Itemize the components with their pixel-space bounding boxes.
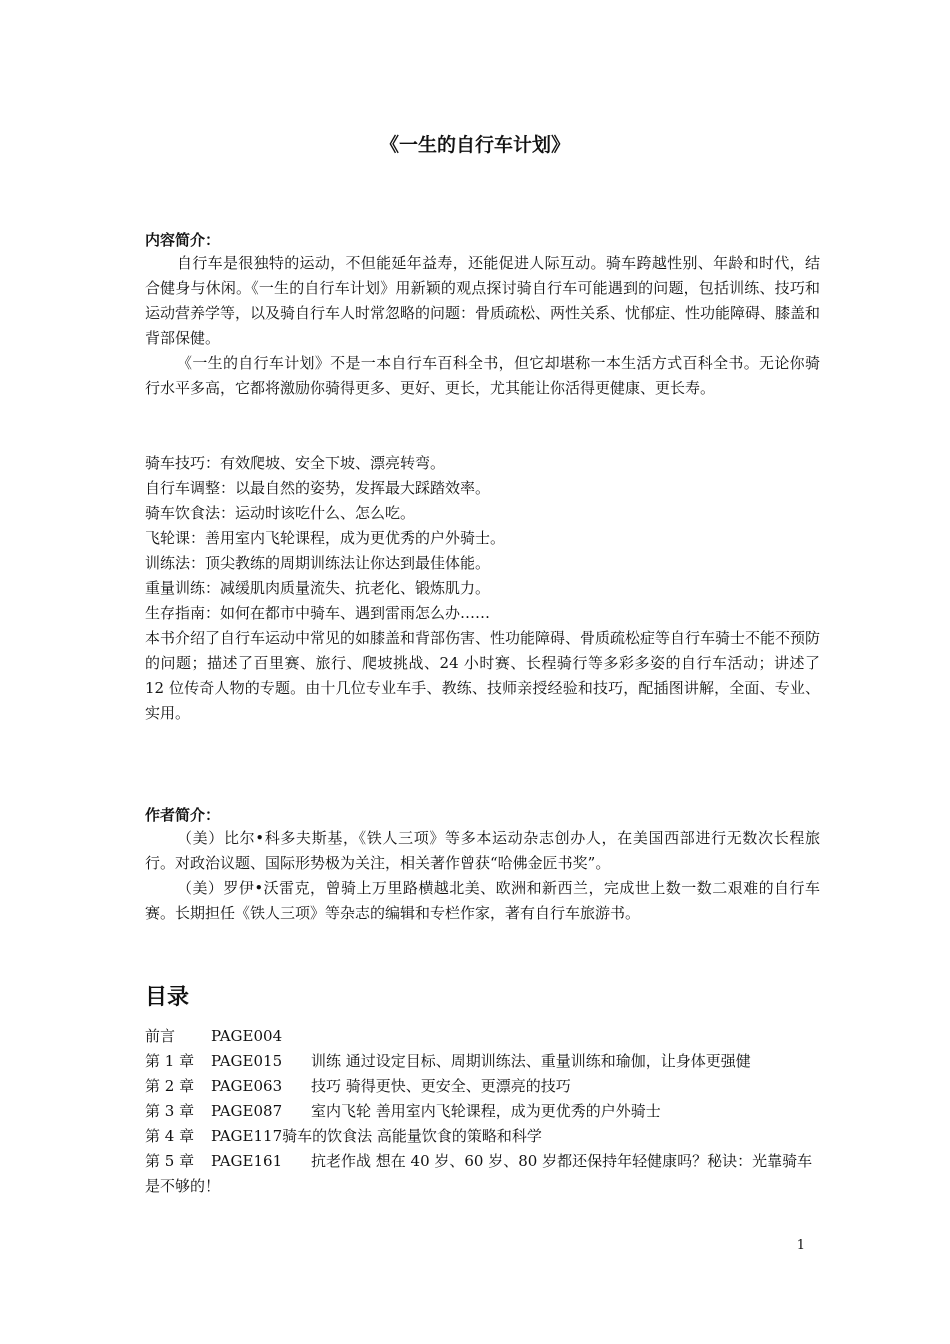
toc-description: 技巧 骑得更快、更安全、更漂亮的技巧: [311, 1077, 571, 1095]
summary-paragraph: 《一生的自行车计划》不是一本自行车百科全书，但它却堪称一本生活方式百科全书。无论你骑行水平多高，它都将激励你骑得更多、更好、更长，尤其能让你活得更健康、更长寿。: [145, 354, 820, 397]
toc-chapter: 前言: [145, 1027, 176, 1045]
book-title: 《一生的自行车计划》: [379, 134, 570, 156]
toc-description: 骑车的饮食法 高能量饮食的策略和科学: [282, 1127, 542, 1145]
toc-page: PAGE063: [211, 1077, 283, 1095]
page-number: 1: [796, 1238, 805, 1253]
authors-heading: 作者简介：: [145, 806, 221, 824]
toc-description: 训练 通过设定目标、周期训练法、重量训练和瑜伽，让身体更强健: [311, 1052, 751, 1070]
toc-chapter: 第 4 章: [145, 1127, 195, 1145]
toc-chapter: 第 1 章: [145, 1052, 195, 1070]
toc-row: [145, 1049, 820, 1074]
author-paragraph: （美）罗伊•沃雷克，曾骑上万里路横越北美、欧洲和新西兰，完成世上数一数二艰难的自行车赛。长期担任《铁人三项》等杂志的编辑和专栏作家，著有自行车旅游书。: [145, 879, 820, 922]
author-paragraph: （美）比尔•科多夫斯基，《铁人三项》等多本运动杂志创办人，在美国西部进行无数次长程旅行。对政治议题、国际形势极为关注，相关著作曾获“哈佛金匠书奖”。: [145, 829, 820, 872]
feature-line: 生存指南：如何在都市中骑车、遇到雷雨怎么办……: [145, 604, 491, 622]
feature-line: 自行车调整：以最自然的姿势，发挥最大踩踏效率。: [145, 479, 491, 497]
toc-description: 抗老作战 想在 40 岁、60 岁、80 岁都还保持年轻健康吗？秘诀：光靠骑车是不够的！: [145, 1152, 813, 1195]
feature-line: 训练法：顶尖教练的周期训练法让你达到最佳体能。: [145, 554, 491, 572]
toc-page: PAGE161: [211, 1152, 283, 1170]
toc-row: [145, 1099, 820, 1124]
toc-description: 室内飞轮 善用室内飞轮课程，成为更优秀的户外骑士: [311, 1102, 661, 1120]
toc-page: PAGE117: [211, 1127, 283, 1145]
feature-line: 骑车技巧：有效爬坡、安全下坡、漂亮转弯。: [145, 454, 446, 472]
toc-chapter: 第 2 章: [145, 1077, 195, 1095]
toc-chapter: 第 3 章: [145, 1102, 195, 1120]
toc-page: PAGE004: [211, 1027, 283, 1045]
toc-chapter: 第 5 章: [145, 1152, 195, 1170]
toc-row: [145, 1024, 820, 1049]
summary-heading: 内容简介：: [145, 231, 221, 249]
toc-page: PAGE015: [211, 1052, 283, 1070]
toc-row: [145, 1149, 820, 1199]
toc-row: [145, 1124, 820, 1149]
feature-line: 重量训练：减缓肌肉质量流失、抗老化、锻炼肌力。: [145, 579, 491, 597]
feature-line: 飞轮课：善用室内飞轮课程，成为更优秀的户外骑士。: [145, 529, 506, 547]
summary-closing: 本书介绍了自行车运动中常见的如膝盖和背部伤害、性功能障碍、骨质疏松症等自行车骑士不能不预防的问题；描述了百里赛、旅行、爬坡挑战、24 小时赛、长程骑行等多彩多姿的自行车活动；讲述了 12 位传奇人物的专题。由十几位专业车手、教练、技师亲授经验和技巧，配插图讲解，全面、专业、实用。: [145, 629, 821, 722]
feature-line: 骑车饮食法：运动时该吃什么、怎么吃。: [145, 504, 416, 522]
toc-heading: 目录: [145, 985, 190, 1010]
toc-page: PAGE087: [211, 1102, 283, 1120]
toc-row: [145, 1074, 820, 1099]
summary-paragraph: 自行车是很独特的运动，不但能延年益寿，还能促进人际互动。骑车跨越性别、年龄和时代，结合健身与休闲。《一生的自行车计划》用新颖的观点探讨骑自行车可能遇到的问题，包括训练、技巧和运动营养学等，以及骑自行车人时常忽略的问题：骨质疏松、两性关系、忧郁症、性功能障碍、膝盖和背部保健。: [145, 254, 821, 347]
